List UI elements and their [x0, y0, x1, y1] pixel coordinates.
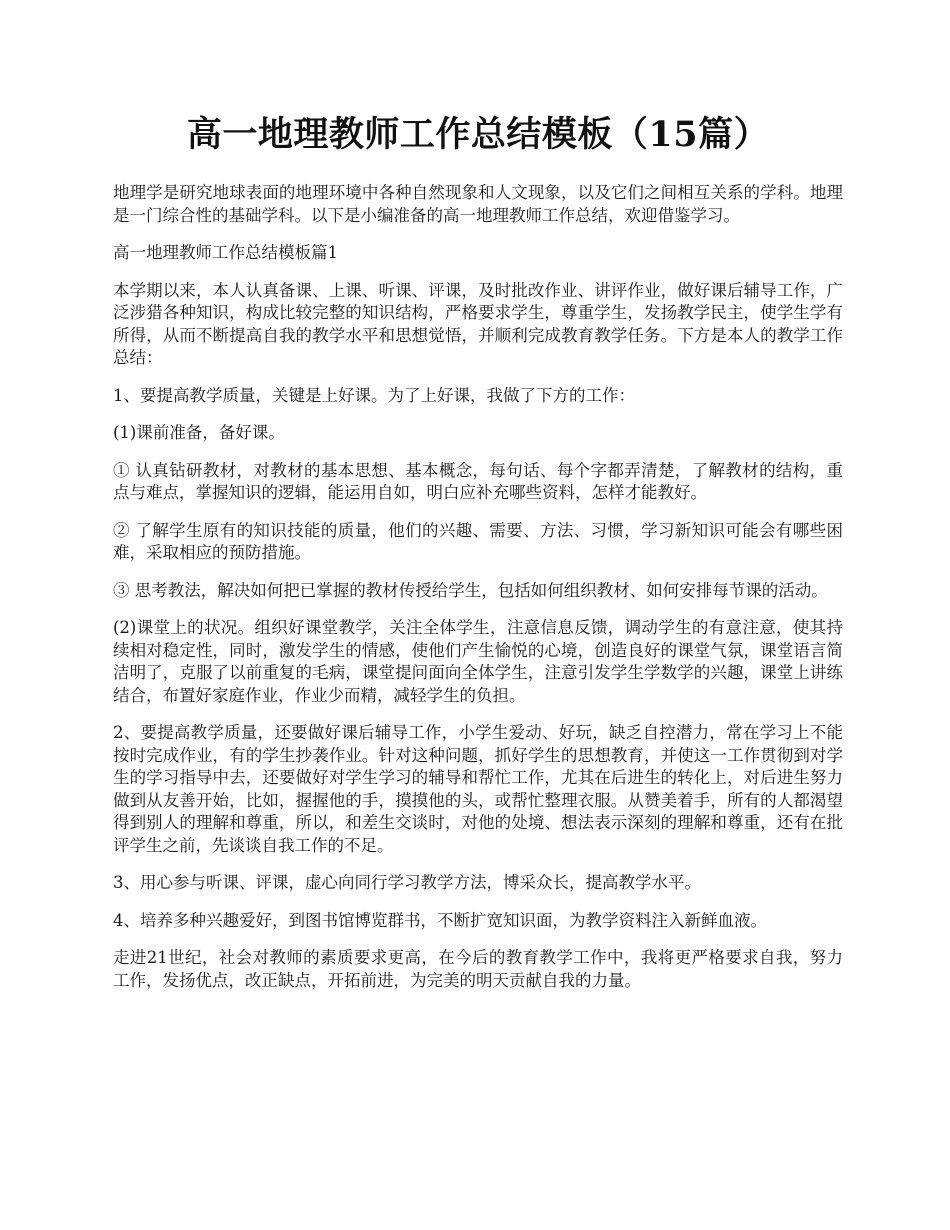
- document-title: 高一地理教师工作总结模板（15篇）: [186, 114, 770, 155]
- intro-paragraph: 地理学是研究地球表面的地理环境中各种自然现象和人文现象，以及它们之间相互关系的学科。地理是一门综合性的基础学科。以下是小编准备的高一地理教师工作总结，欢迎借鉴学习。: [113, 183, 843, 225]
- body-paragraph: ③ 思考教法，解决如何把已掌握的教材传授给学生，包括如何组织教材、如何安排每节课的活动。: [113, 580, 828, 600]
- body-paragraph: ① 认真钻研教材，对教材的基本思想、基本概念，每句话、每个字都弄清楚，了解教材的结构，重点与难点，掌握知识的逻辑，能运用自如，明白应补充哪些资料，怎样才能教好。: [113, 460, 843, 502]
- body-paragraph: 4、培养多种兴趣爱好，到图书馆博览群书，不断扩宽知识面，为教学资料注入新鲜血液。: [113, 910, 767, 930]
- document-page: [113, 112, 843, 1007]
- body-paragraph: ② 了解学生原有的知识技能的质量，他们的兴趣、需要、方法、习惯，学习新知识可能会有哪些困难，采取相应的预防措施。: [113, 520, 843, 562]
- body-paragraph: 3、用心参与听课、评课，虚心向同行学习教学方法，博采众长，提高教学水平。: [113, 873, 701, 892]
- section-heading: 高一地理教师工作总结模板篇1: [113, 243, 338, 262]
- closing-paragraph: 走进21世纪，社会对教师的素质要求更高，在今后的教育教学工作中，我将更严格要求自我，努力工作，发扬优点，改正缺点，开拓前进，为完美的明天贡献自我的力量。: [113, 948, 843, 990]
- body-paragraph: 1、要提高教学质量，关键是上好课。为了上好课，我做了下方的工作：: [113, 385, 635, 405]
- body-paragraph: 2、要提高教学质量，还要做好课后辅导工作，小学生爱动、好玩，缺乏自控潜力，常在学习上不能按时完成作业，有的学生抄袭作业。针对这种问题，抓好学生的思想教育，并使这一工作贯彻到对学生的学习指导中去，还要做好对学生学习的辅导和帮忙工作，尤其在后进生的转化上，对后进生努力做到从友善开始，比如，握握他的手，摸摸他的头，或帮忙整理衣服。从赞美着手，所有的人都渴望得到别人的理解和尊重，所以，和差生交谈时，对他的处境、想法表示深刻的理解和尊重，还有在批评学生之前，先谈谈自我工作的不足。: [113, 723, 843, 855]
- body-paragraph: (1)课前准备，备好课。: [113, 423, 285, 442]
- body-paragraph: (2)课堂上的状况。组织好课堂教学，关注全体学生，注意信息反馈，调动学生的有意注意，使其持续相对稳定性，同时，激发学生的情感，使他们产生愉悦的心境，创造良好的课堂气氛，课堂语言简洁明了，克服了以前重复的毛病，课堂提问面向全体学生，注意引发学生学数学的兴趣，课堂上讲练结合，布置好家庭作业，作业少而精，减轻学生的负担。: [113, 618, 843, 705]
- body-paragraph: 本学期以来，本人认真备课、上课、听课、评课，及时批改作业、讲评作业，做好课后辅导工作，广泛涉猎各种知识，构成比较完整的知识结构，严格要求学生，尊重学生，发扬教学民主，使学生学有所得，从而不断提高自我的教学水平和思想觉悟，并顺利完成教育教学任务。下方是本人的教学工作总结：: [113, 280, 843, 367]
